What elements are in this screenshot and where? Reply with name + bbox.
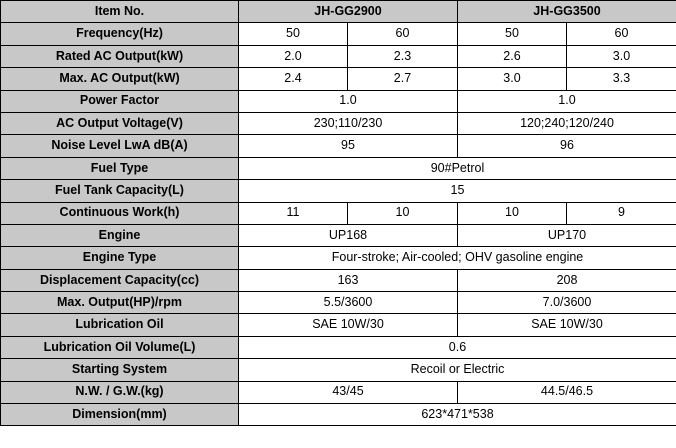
row-label: Item No. bbox=[1, 1, 239, 23]
table-cell: 10 bbox=[348, 202, 458, 224]
table-row bbox=[1, 1, 676, 23]
row-label: Frequency(Hz) bbox=[1, 23, 239, 45]
table-row bbox=[1, 202, 676, 224]
table-cell: 50 bbox=[239, 23, 348, 45]
table-cell: UP170 bbox=[458, 224, 676, 246]
table-row bbox=[1, 336, 676, 358]
row-label: Power Factor bbox=[1, 90, 239, 112]
table-cell: 1.0 bbox=[458, 90, 676, 112]
column-header: JH-GG3500 bbox=[458, 1, 676, 23]
table-cell: 163 bbox=[239, 269, 458, 291]
table-cell: 208 bbox=[458, 269, 676, 291]
table-cell: Recoil or Electric bbox=[239, 359, 676, 381]
column-header: JH-GG2900 bbox=[239, 1, 458, 23]
table-row bbox=[1, 381, 676, 403]
table-row bbox=[1, 404, 676, 426]
table-cell: 2.7 bbox=[348, 68, 458, 90]
table-cell: 0.6 bbox=[239, 336, 676, 358]
table-cell: 90#Petrol bbox=[239, 157, 676, 179]
row-label: Noise Level LwA dB(A) bbox=[1, 135, 239, 157]
table-row bbox=[1, 359, 676, 381]
table-cell: 43/45 bbox=[239, 381, 458, 403]
row-label: Lubrication Oil Volume(L) bbox=[1, 336, 239, 358]
row-label: Max. Output(HP)/rpm bbox=[1, 292, 239, 314]
table-row bbox=[1, 23, 676, 45]
table-cell: 2.0 bbox=[239, 45, 348, 67]
table-row bbox=[1, 180, 676, 202]
table-cell: Four-stroke; Air-cooled; OHV gasoline engine bbox=[239, 247, 676, 269]
row-label: Fuel Type bbox=[1, 157, 239, 179]
row-label: AC Output Voltage(V) bbox=[1, 112, 239, 134]
table-cell: 15 bbox=[239, 180, 676, 202]
table-cell: 9 bbox=[567, 202, 676, 224]
table-row bbox=[1, 135, 676, 157]
table-cell: 5.5/3600 bbox=[239, 292, 458, 314]
row-label: Starting System bbox=[1, 359, 239, 381]
table-cell: UP168 bbox=[239, 224, 458, 246]
table-cell: SAE 10W/30 bbox=[239, 314, 458, 336]
row-label: Rated AC Output(kW) bbox=[1, 45, 239, 67]
row-label: Engine Type bbox=[1, 247, 239, 269]
table-cell: 50 bbox=[458, 23, 567, 45]
row-label: Max. AC Output(kW) bbox=[1, 68, 239, 90]
table-cell: 3.0 bbox=[458, 68, 567, 90]
table-row bbox=[1, 112, 676, 134]
table-cell: 11 bbox=[239, 202, 348, 224]
row-label: Dimension(mm) bbox=[1, 404, 239, 426]
table-row bbox=[1, 292, 676, 314]
table-cell: 2.6 bbox=[458, 45, 567, 67]
specification-table-body bbox=[1, 1, 676, 426]
row-label: Engine bbox=[1, 224, 239, 246]
row-label: Displacement Capacity(cc) bbox=[1, 269, 239, 291]
table-row bbox=[1, 90, 676, 112]
table-cell: 60 bbox=[567, 23, 676, 45]
table-cell: 120;240;120/240 bbox=[458, 112, 676, 134]
table-cell: 230;110/230 bbox=[239, 112, 458, 134]
table-row bbox=[1, 68, 676, 90]
table-row bbox=[1, 224, 676, 246]
row-label: Continuous Work(h) bbox=[1, 202, 239, 224]
table-cell: 623*471*538 bbox=[239, 404, 676, 426]
table-cell: 60 bbox=[348, 23, 458, 45]
table-row bbox=[1, 157, 676, 179]
table-cell: 10 bbox=[458, 202, 567, 224]
table-cell: 2.3 bbox=[348, 45, 458, 67]
table-row bbox=[1, 314, 676, 336]
row-label: Lubrication Oil bbox=[1, 314, 239, 336]
row-label: N.W. / G.W.(kg) bbox=[1, 381, 239, 403]
table-cell: 3.0 bbox=[567, 45, 676, 67]
table-cell: 1.0 bbox=[239, 90, 458, 112]
table-row bbox=[1, 247, 676, 269]
table-cell: 95 bbox=[239, 135, 458, 157]
table-cell: 7.0/3600 bbox=[458, 292, 676, 314]
row-label: Fuel Tank Capacity(L) bbox=[1, 180, 239, 202]
table-cell: SAE 10W/30 bbox=[458, 314, 676, 336]
table-cell: 3.3 bbox=[567, 68, 676, 90]
table-cell: 44.5/46.5 bbox=[458, 381, 676, 403]
table-row bbox=[1, 45, 676, 67]
table-cell: 96 bbox=[458, 135, 676, 157]
table-cell: 2.4 bbox=[239, 68, 348, 90]
table-row bbox=[1, 269, 676, 291]
